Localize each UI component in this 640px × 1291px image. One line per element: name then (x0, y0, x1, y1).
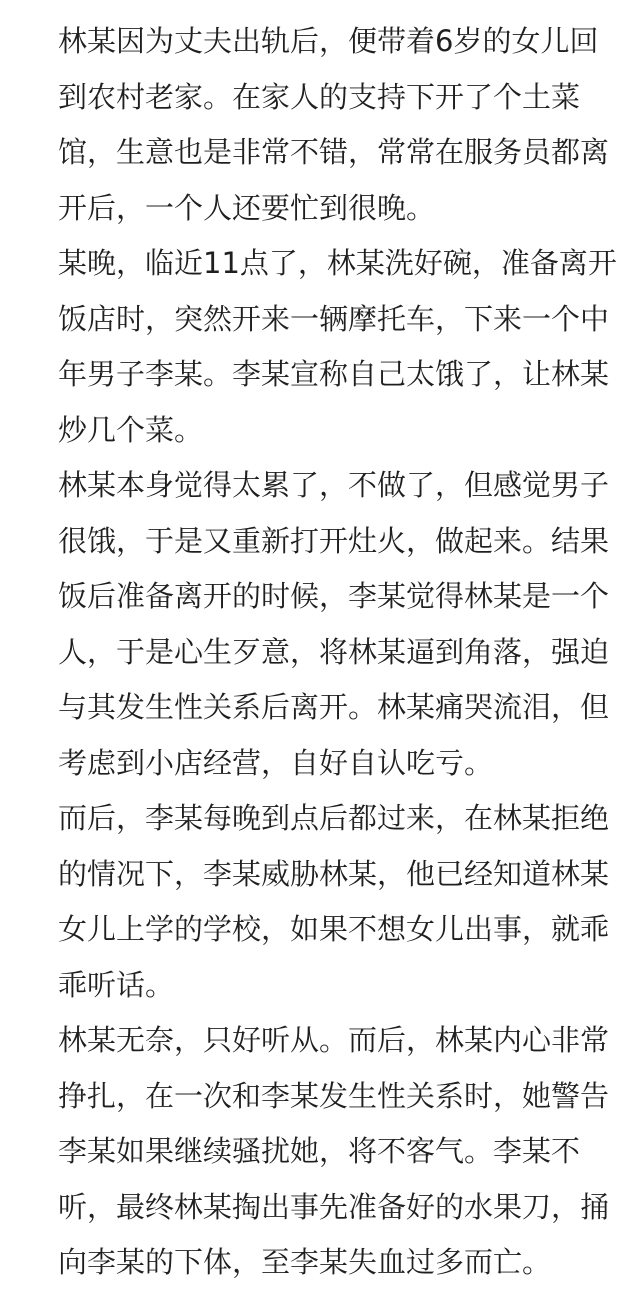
text-line: 人，于是心生歹意，将林某逼到角落，强迫 (58, 634, 610, 669)
paragraph-3 (58, 458, 610, 791)
text-line: 林某无奈，只好听从。而后，林某内心非常 (58, 1023, 610, 1057)
paragraph-1 (58, 14, 610, 236)
text-line: 林某因为丈夫出轨后，便带着6岁的女儿回 (58, 24, 599, 58)
text-line: 年男子李某。李某宣称自己太饿了，让林某 (58, 357, 610, 391)
text-line: 挣扎，在一次和李某发生性关系时，她警告 (58, 1078, 610, 1113)
text-line: 到农村老家。在家人的支持下开了个土菜 (58, 79, 581, 114)
text-line: 某晚，临近11点了，林某洗好碗，准备离开 (58, 246, 617, 280)
text-line: 馆，生意也是非常不错，常常在服务员都离 (58, 135, 610, 169)
text-line: 听，最终林某掏出事先准备好的水果刀，捅 (58, 1189, 610, 1224)
text-line: 很饿，于是又重新打开灶火，做起来。结果 (58, 523, 610, 558)
text-line: 李某如果继续骚扰她，将不客气。李某不 (58, 1134, 581, 1168)
text-line: 开后，一个人还要忙到很晚。 (58, 190, 436, 225)
text-line: 炒几个菜。 (58, 412, 204, 447)
text-line: 女儿上学的学校，如果不想女儿出事，就乖 (58, 912, 610, 946)
paragraph-2 (58, 236, 617, 458)
text-line: 乖听话。 (58, 967, 175, 1002)
text-line: 而后，李某每晚到点后都过来，在林某拒绝 (58, 801, 610, 835)
text-line: 与其发生性关系后离开。林某痛哭流泪，但 (58, 690, 610, 724)
text-line: 林某本身觉得太累了，不做了，但感觉男子 (58, 468, 610, 502)
text-line: 向李某的下体，至李某失血过多而亡。 (58, 1245, 552, 1279)
paragraph-5 (58, 1013, 610, 1291)
paragraph-4 (58, 791, 610, 1013)
text-line: 的情况下，李某威胁林某，他已经知道林某 (58, 856, 610, 891)
text-line: 饭店时，突然开来一辆摩托车，下来一个中 (58, 301, 610, 336)
text-line: 考虑到小店经营，自好自认吃亏。 (58, 745, 494, 780)
text-line: 饭后准备离开的时候，李某觉得林某是一个 (58, 579, 610, 613)
